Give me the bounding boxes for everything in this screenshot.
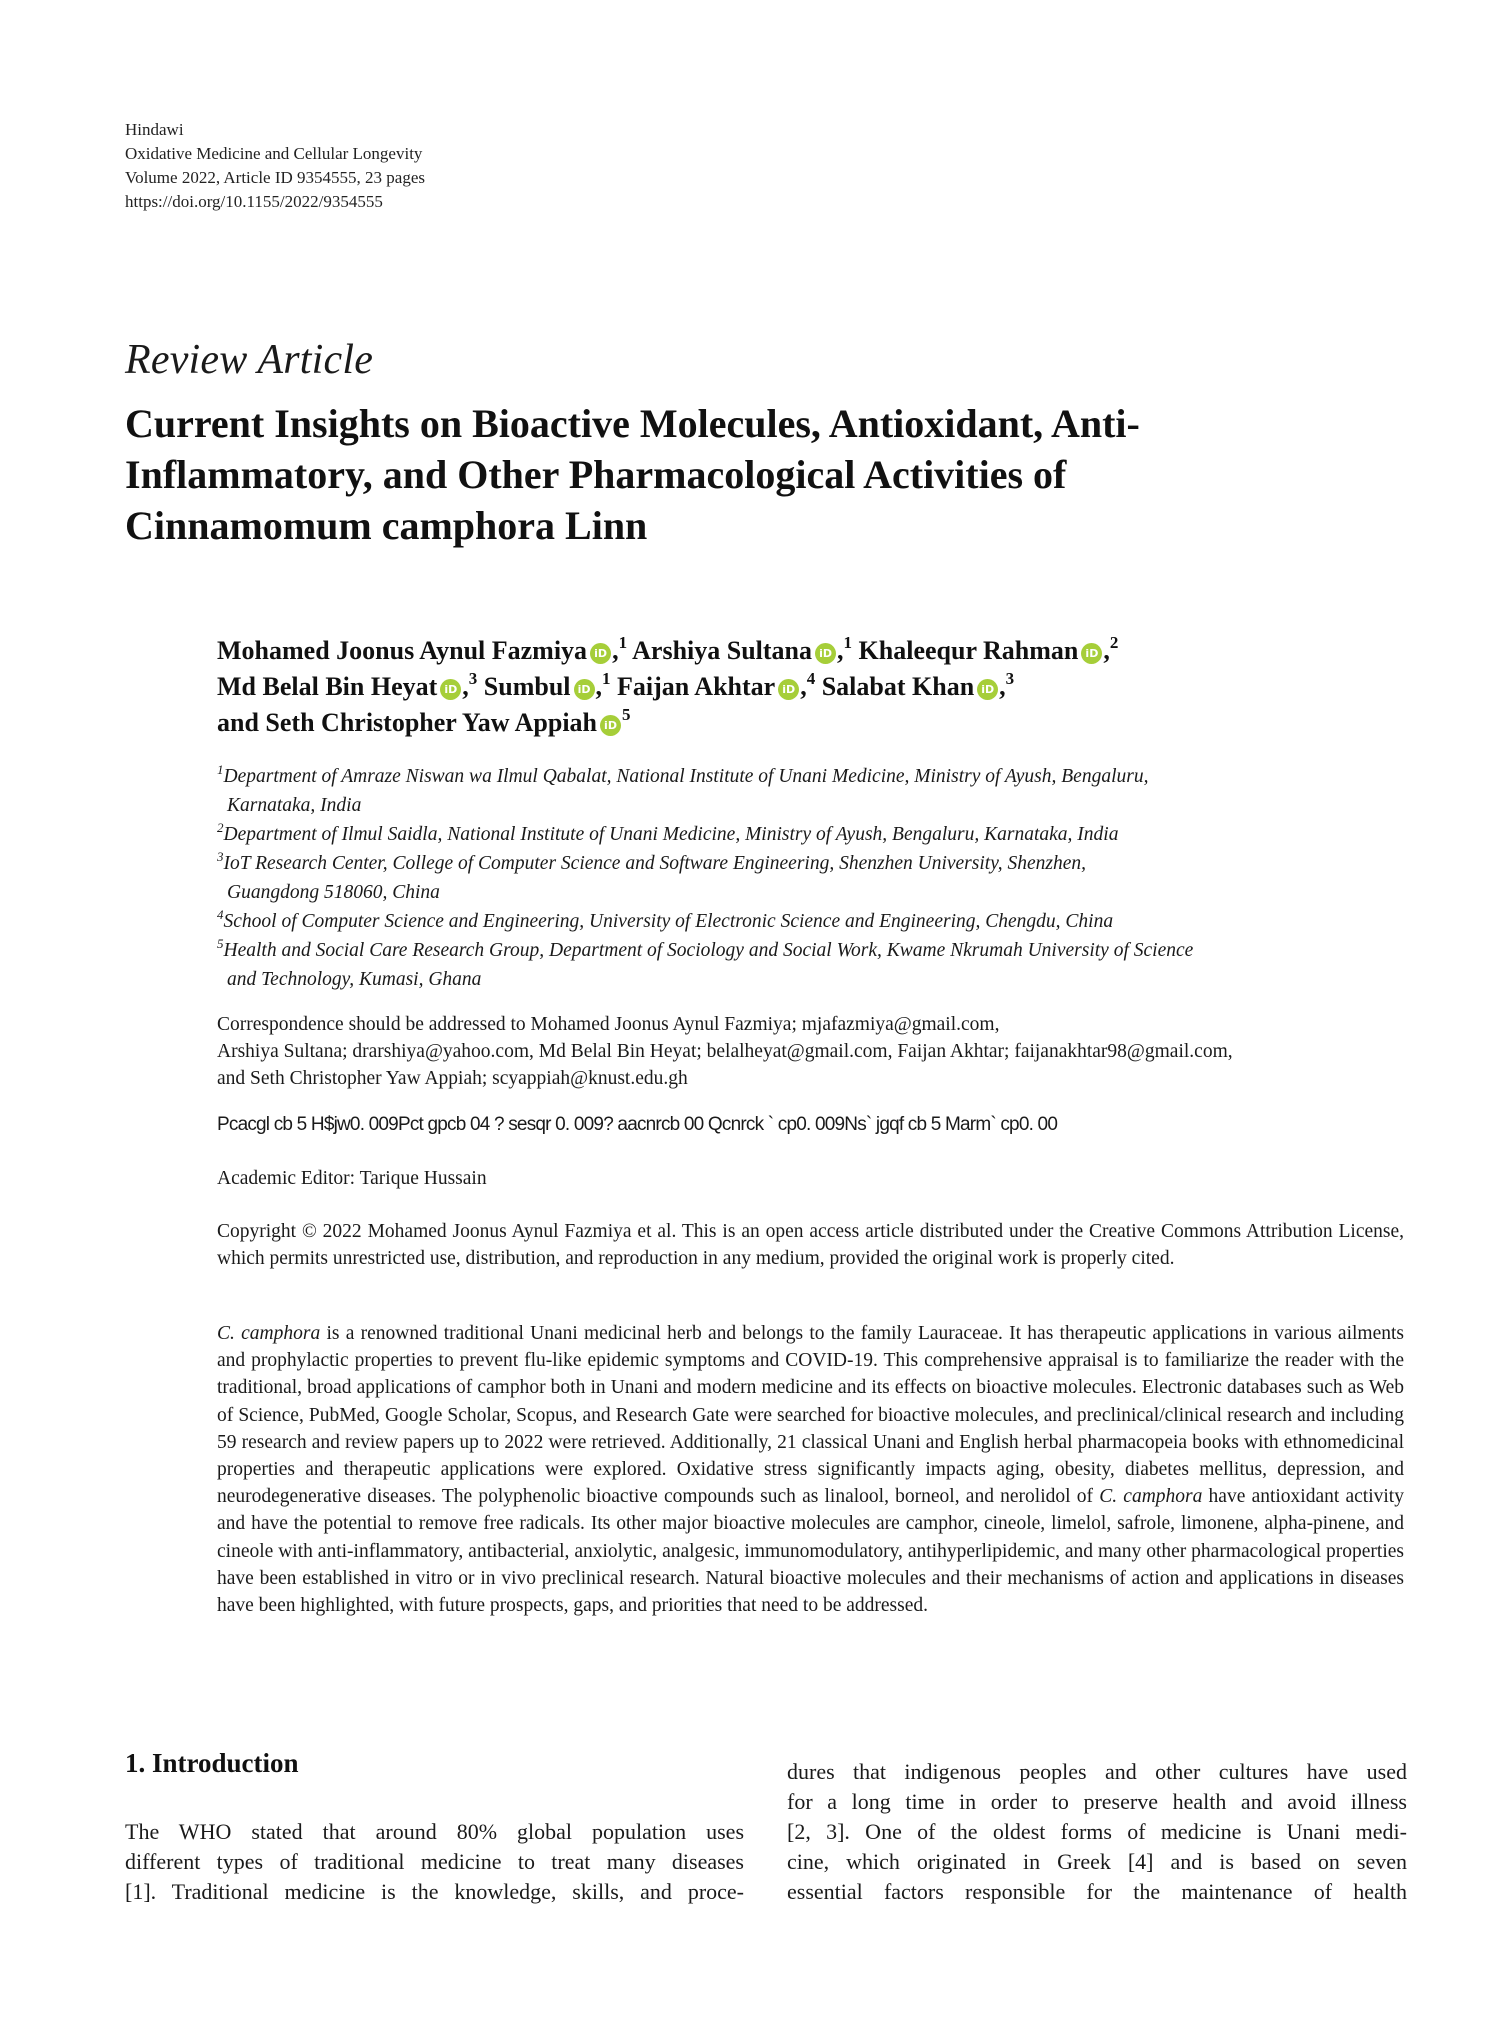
body-line: essential factors responsible for the maintenance of health <box>787 1879 1407 1904</box>
affiliation-ref: 1 <box>843 633 853 652</box>
correspondence <box>217 1011 1417 1092</box>
author-name: Mohamed Joonus Aynul Fazmiya <box>217 636 588 665</box>
orcid-icon[interactable]: iD <box>590 643 611 664</box>
species-name: C. camphora <box>217 1323 321 1344</box>
orcid-icon[interactable]: iD <box>1081 643 1102 664</box>
title-line: Current Insights on Bioactive Molecules, Antioxidant, Anti- <box>125 401 1140 446</box>
author-name: Arshiya Sultana <box>632 636 813 665</box>
affiliation-continued: and Technology, Kumasi, Ghana <box>227 969 482 990</box>
body-line: dures that indigenous peoples and other cultures have used <box>787 1759 1407 1784</box>
author-line <box>217 705 1417 741</box>
author-name: Faijan Akhtar <box>617 672 776 701</box>
body-line: The WHO stated that around 80% global population uses <box>125 1819 744 1844</box>
body-line: [1]. Traditional medicine is the knowledge, skills, and proce- <box>125 1879 744 1904</box>
doi-link[interactable]: https://doi.org/10.1155/2022/9354555 <box>125 192 383 211</box>
affiliation: $^5$Health and Social Care Research Group, Department of Sociology and Social Work, Kwame Nkrumah University of Science <box>217 936 1194 961</box>
article-title <box>125 398 1375 551</box>
author-line: Md Belal Bin Heyat iD ,$^3$ Sumbul iD ,$^1$ Faijan Akhtar iD ,$^4$ Salabat Khan iD ,$^3$ <box>217 669 1015 701</box>
affiliation-continued: Guangdong 518060, China <box>227 882 440 903</box>
title-line: Inflammatory, and Other Pharmacological Activities of <box>125 452 1067 497</box>
species-name: C. camphora <box>1099 1486 1203 1508</box>
affiliation-ref: 4 <box>806 669 816 688</box>
affiliation: $^4$School of Computer Science and Engineering, University of Electronic Science and Engineering, Chengdu, China <box>217 907 1114 932</box>
affiliation-ref: 5 <box>622 705 631 724</box>
section-heading: 1. Introduction <box>125 1748 299 1778</box>
author-name: Sumbul <box>483 672 571 701</box>
correspondence-line: Arshiya Sultana; drarshiya@yahoo.com, Md Belal Bin Heyat; belalheyat@gmail.com, Faijan Akhtar; faijanakhtar98@gmail.com, <box>217 1041 1233 1062</box>
orcid-icon[interactable]: iD <box>600 715 621 736</box>
affiliation-continued: Karnataka, India <box>227 795 362 816</box>
copyright-notice: Copyright © 2022 Mohamed Joonus Aynul Fazmiya et al. This is an open access article distributed under the Creative Commons Attribution License, which permits unrestricted use, distribution, and reproduction in any medium, provided the original work is properly cited. <box>217 1221 1404 1269</box>
author-name: Khaleequr Rahman <box>858 636 1079 665</box>
abstract-text: have antioxidant activity and have the potential to remove free radicals. Its other major bioactive molecules are camphor, cineole, limelol, safrole, limonene, alpha-pinene, and cineole with anti-inflammatory, antibacterial, anxiolytic, analgesic, immunomodulatory, antihyperlipidemic, and many other pharmacological properties have been established in vitro or in vivo preclinical research. Natural bioactive molecules and their mechanisms of action and applications in diseases have been highlighted, with future prospects, gaps, and priorities that need to be addressed. <box>217 1486 1404 1617</box>
author-name: Salabat Khan <box>821 672 975 701</box>
journal-name: Oxidative Medicine and Cellular Longevity <box>125 144 423 163</box>
publisher-name: Hindawi <box>125 120 184 139</box>
body-line: different types of traditional medicine to treat many diseases <box>125 1849 744 1874</box>
affiliation-ref: 3 <box>1005 669 1015 688</box>
title-line: Cinnamomum camphora Linn <box>125 503 648 548</box>
orcid-icon[interactable]: iD <box>574 679 595 700</box>
article-dates: Pcacgl cb 5 H$jw0. 009Pct gpcb 04 ? sesqr 0. 009? aacnrcb 00 Qcnrck ` cp0. 009Ns` jgqf cb 5 Marm` cp0. 00 <box>217 1114 1058 1135</box>
body-line: for a long time in order to preserve health and avoid illness <box>787 1789 1407 1814</box>
affiliation-ref: 1 <box>618 633 628 652</box>
orcid-icon[interactable]: iD <box>815 643 836 664</box>
correspondence-line: and Seth Christopher Yaw Appiah; scyappiah@knust.edu.gh <box>217 1068 688 1089</box>
body-line: cine, which originated in Greek [4] and is based on seven <box>787 1849 1407 1874</box>
affiliation-ref: 1 <box>602 669 611 688</box>
affiliation: $^2$Department of Ilmul Saidla, National Institute of Unani Medicine, Ministry of Ayush, Bengaluru, Karnataka, India <box>217 820 1119 845</box>
orcid-icon[interactable]: iD <box>977 679 998 700</box>
body-column-left <box>125 1817 744 1907</box>
author-list <box>217 633 1417 741</box>
orcid-icon[interactable]: iD <box>440 679 461 700</box>
volume-info: Volume 2022, Article ID 9354555, 23 pages <box>125 168 425 187</box>
author-name: and Seth Christopher Yaw Appiah <box>217 708 597 737</box>
affiliations <box>217 762 1417 994</box>
orcid-icon[interactable]: iD <box>778 679 799 700</box>
journal-header <box>125 118 425 214</box>
abstract <box>217 1320 1404 1619</box>
body-line: [2, 3]. One of the oldest forms of medicine is Unani medi- <box>787 1819 1407 1844</box>
article-type: Review Article <box>125 337 374 383</box>
affiliation: $^3$IoT Research Center, College of Computer Science and Software Engineering, Shenzhen University, Shenzhen, <box>217 849 1087 874</box>
body-column-right <box>787 1757 1407 1907</box>
affiliation-ref: 2 <box>1109 633 1119 652</box>
abstract-text: is a renowned traditional Unani medicinal herb and belongs to the family Lauraceae. It has therapeutic applications in various ailments and prophylactic properties to prevent flu-like epidemic symptoms and COVID-19. This comprehensive appraisal is to familiarize the reader with the traditional, broad applications of camphor both in Unani and modern medicine and its effects on bioactive molecules. Electronic databases such as Web of Science, PubMed, Google Scholar, Scopus, and Research Gate were searched for bioactive molecules, and preclinical/clinical research and including 59 research and review papers up to 2022 were retrieved. Additionally, 21 classical Unani and English herbal pharmacopeia books with ethnomedicinal properties and therapeutic applications were explored. Oxidative stress significantly impacts aging, obesity, diabetes mellitus, depression, and neurodegenerative diseases. The polyphenolic bioactive compounds such as linalool, borneol, and nerolidol of <box>217 1323 1404 1508</box>
author-line: Mohamed Joonus Aynul Fazmiya iD ,$^1$ Arshiya Sultana iD ,$^1$ Khaleequr Rahman iD ,$^2$ <box>217 633 1119 665</box>
author-name: Md Belal Bin Heyat <box>217 672 438 701</box>
correspondence-line: Correspondence should be addressed to Mohamed Joonus Aynul Fazmiya; mjafazmiya@gmail.com, <box>217 1014 1000 1035</box>
affiliation: $^1$Department of Amraze Niswan wa Ilmul Qabalat, National Institute of Unani Medicine, Ministry of Ayush, Bengaluru, <box>217 762 1149 787</box>
academic-editor: Academic Editor: Tarique Hussain <box>217 1168 487 1189</box>
affiliation-ref: 3 <box>468 669 478 688</box>
